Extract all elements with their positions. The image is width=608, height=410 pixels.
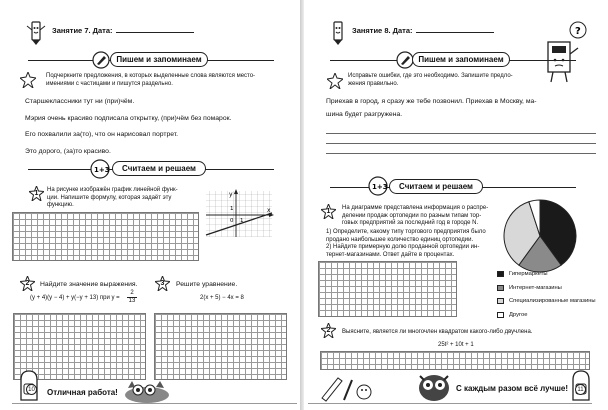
legend-swatch-2 (497, 285, 504, 291)
task-number-3: 3 (157, 278, 168, 289)
sentence-1[interactable]: Старшеклассники тут ни (при)чём. (25, 98, 135, 105)
pencil-character-icon (26, 20, 46, 46)
sentence-4[interactable]: Это дорого, (за)то красиво. (25, 148, 111, 155)
calc-badge-icon (90, 159, 110, 179)
right-page (304, 0, 604, 410)
x-tick-label: 1 (240, 218, 244, 224)
star-badge-icon (20, 72, 36, 88)
star-badge-icon (327, 73, 343, 89)
left-page (0, 0, 300, 410)
error-text: Приехав в город, я сразу же тебе позвонил. Приехав в Москву, ма- шина будет разгружена. (326, 98, 537, 118)
origin-label: 0 (230, 218, 234, 224)
task-number-1: 1 (31, 188, 42, 199)
lesson-title: Занятие 7. Дата: (52, 26, 113, 35)
task-1-questions: 1) Определите, какому типу торгового предприятия было продано наибольшее количество единиц ортопедии. 2) Найдите примерную долю проданной ортопедии ин- тернет-магазинами. Ответ дайте в процентах. (326, 229, 486, 258)
legend-label-3: Специализированные магазины (509, 298, 596, 304)
legend-swatch-1 (497, 271, 504, 277)
svg-text:1+3: 1+3 (372, 183, 388, 191)
stationery-icon (318, 372, 378, 402)
page-number: 10 (26, 384, 37, 395)
answer-grid-3[interactable] (154, 313, 287, 380)
task-1-text: На рисунке изображён график линейной функ- ции. Напишите формулу, которая задаёт эту функцию. (47, 187, 178, 208)
section-title-solve: Считаем и решаем (389, 179, 483, 194)
cat-character-icon (120, 378, 174, 404)
task-instruction: Исправьте ошибки, где это необходимо. Запишите предло- жения правильно. (348, 73, 513, 87)
legend-label-2: Интернет-магазины (509, 284, 562, 291)
sentence-2[interactable]: Мэрия очень красиво подписала открытку, (при)чём без помарок. (25, 115, 232, 122)
task-2-expression: (y + 4)(y − 4) + y(−y + 13) при y = (30, 295, 120, 301)
fraction (127, 290, 137, 305)
lesson-header (352, 26, 494, 35)
date-line[interactable] (416, 26, 494, 33)
pencil-character-icon (328, 20, 348, 46)
sentence-3[interactable]: Его похвалили за(то), что он нарисовал портрет. (25, 131, 179, 138)
page-number: 11 (575, 384, 586, 395)
date-line[interactable] (116, 26, 194, 33)
y-axis-label: y (229, 191, 233, 198)
section-title-solve: Считаем и решаем (112, 161, 206, 176)
task-number-2: 2 (323, 325, 334, 336)
footer-rule (308, 403, 592, 404)
answer-grid-1[interactable] (12, 212, 199, 261)
writing-line[interactable] (326, 143, 596, 144)
footer-rule (12, 403, 297, 404)
writing-line[interactable] (326, 133, 596, 134)
legend-swatch-4 (497, 312, 504, 318)
legend-swatch-3 (497, 298, 504, 304)
task-3-expression: 2(x + 5) − 4x = 8 (200, 295, 244, 301)
section-title-write: Пишем и запоминаем (412, 52, 510, 67)
svg-text:?: ? (575, 26, 581, 37)
task-2-expression: 25t² + 10t + 1 (438, 342, 474, 348)
task-number-1: 1 (323, 206, 334, 217)
x-axis-label: x (267, 207, 271, 214)
footer-praise: С каждым разом всё лучше! (456, 384, 568, 393)
lesson-title: Занятие 8. Дата: (352, 26, 413, 35)
footer-praise: Отличная работа! (47, 388, 118, 397)
legend-label-1: Гипермаркеты (509, 271, 548, 277)
fraction-denominator: 13 (128, 298, 136, 304)
task-2-text: Найдите значение выражения. (40, 281, 138, 288)
task-instruction: Подчеркните предложения, в которых выделенные слова являются место- имениями с частицами и пишутся раздельно. (46, 73, 256, 87)
task-2-text: Выясните, является ли многочлен квадратом какого-либо двучлена. (342, 329, 533, 335)
sales-pie-chart (498, 197, 582, 275)
fraction-numerator: 2 (130, 290, 134, 296)
task-1-text: На диаграмме представлена информация о распре- делении продаж ортопедии по разным типам тор- говых предприятий за последний год в городе N. (342, 205, 489, 226)
writing-line[interactable] (326, 153, 596, 154)
linear-function-graph (203, 188, 275, 240)
lesson-header (52, 26, 194, 35)
answer-grid-1[interactable] (318, 261, 457, 317)
y-tick-label: 1 (230, 206, 234, 212)
pen-badge-icon (92, 51, 110, 69)
task-3-text: Решите уравнение. (176, 281, 238, 288)
calc-badge-icon (368, 176, 388, 196)
answer-grid-2[interactable] (320, 351, 590, 370)
owl-character-icon (414, 370, 454, 404)
section-title-write: Пишем и запоминаем (110, 52, 208, 67)
svg-text:1+3: 1+3 (94, 166, 110, 174)
task-number-2: 2 (22, 278, 33, 289)
legend-label-4: Другое (509, 311, 528, 318)
